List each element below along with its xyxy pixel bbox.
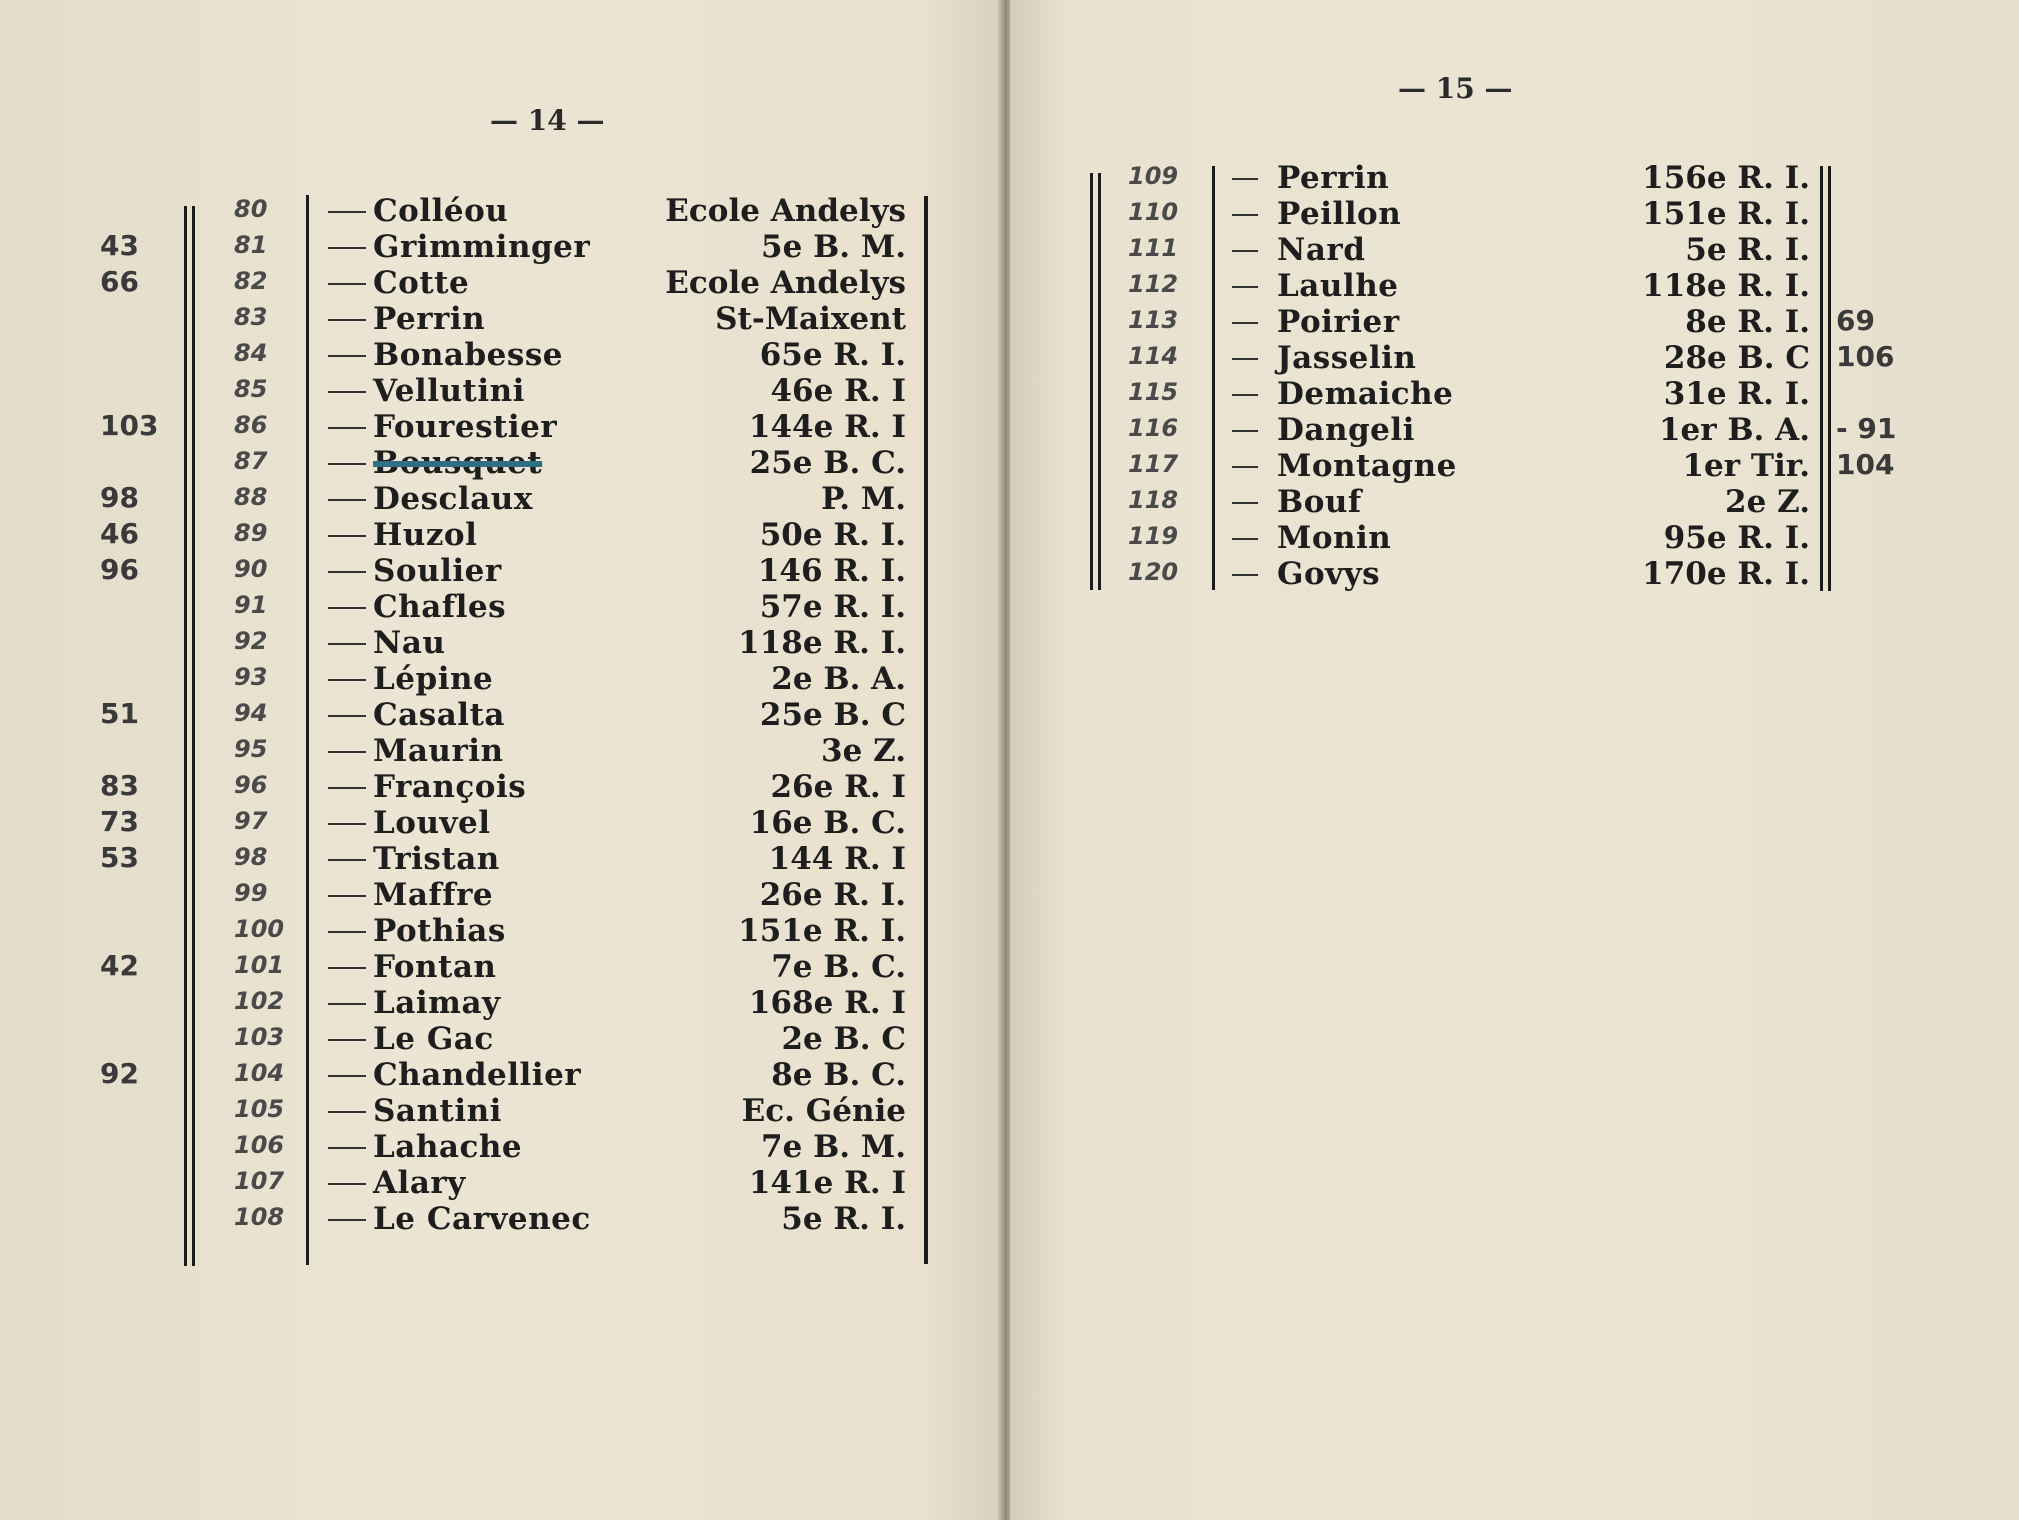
entry-name: Pothias <box>373 913 506 949</box>
entry-name: Demaiche <box>1277 376 1454 412</box>
dash-mark <box>328 283 366 285</box>
entry-name: Montagne <box>1277 448 1457 484</box>
entry-unit: 65e R. I. <box>759 337 906 373</box>
entry-row <box>0 589 1003 625</box>
entry-name: Perrin <box>373 301 486 337</box>
margin-note: 43 <box>100 229 139 262</box>
entry-row <box>1010 340 2019 376</box>
entry-name: Fontan <box>373 949 497 985</box>
sequence-number: 92 <box>234 627 268 655</box>
entry-row <box>1010 376 2019 412</box>
margin-note: 51 <box>100 697 139 730</box>
dash-mark <box>328 1003 366 1005</box>
dash-mark <box>328 859 366 861</box>
entry-row <box>0 301 1003 337</box>
sequence-number: 90 <box>234 555 268 583</box>
margin-note: 73 <box>100 805 139 838</box>
margin-note: 98 <box>100 481 139 514</box>
margin-note: 83 <box>100 769 139 802</box>
entry-unit: 118e R. I. <box>738 625 906 661</box>
sequence-number: 109 <box>1128 162 1179 190</box>
entry-row <box>1010 520 2019 556</box>
sequence-number: 99 <box>234 879 268 907</box>
dash-mark <box>328 1039 366 1041</box>
entry-name: Louvel <box>373 805 491 841</box>
entry-name: Le Gac <box>373 1021 494 1057</box>
entry-name: Bonabesse <box>373 337 564 373</box>
entry-unit: 1er B. A. <box>1658 412 1810 448</box>
entry-row <box>0 1165 1003 1201</box>
dash-mark <box>328 427 366 429</box>
sequence-number: 105 <box>234 1095 285 1123</box>
entry-unit: Ec. Génie <box>741 1093 906 1129</box>
sequence-number: 97 <box>234 807 268 835</box>
entry-row <box>1010 268 2019 304</box>
entry-unit: 3e Z. <box>821 733 906 769</box>
entry-row <box>0 1129 1003 1165</box>
entry-unit: 156e R. I. <box>1642 160 1810 196</box>
entry-unit: 151e R. I. <box>1642 196 1810 232</box>
entry-row <box>0 841 1003 877</box>
dash-mark <box>328 715 366 717</box>
entry-unit: P. M. <box>821 481 906 517</box>
entry-unit: 16e B. C. <box>749 805 906 841</box>
entry-row <box>1010 232 2019 268</box>
entry-unit: 25e B. C <box>759 697 906 733</box>
margin-note: 46 <box>100 517 139 550</box>
dash-mark <box>328 895 366 897</box>
dash-mark <box>1232 538 1258 540</box>
entry-name: Alary <box>373 1165 466 1201</box>
sequence-number: 120 <box>1128 558 1179 586</box>
entry-name: Bouf <box>1277 484 1362 520</box>
entry-row <box>0 1093 1003 1129</box>
sequence-number: 101 <box>234 951 285 979</box>
sequence-number: 98 <box>234 843 268 871</box>
sequence-number: 82 <box>234 267 268 295</box>
entry-row <box>0 949 1003 985</box>
dash-mark <box>1232 358 1258 360</box>
entry-row <box>1010 484 2019 520</box>
sequence-number: 113 <box>1128 306 1179 334</box>
entry-name: Nard <box>1277 232 1366 268</box>
margin-note: 53 <box>100 841 139 874</box>
entry-unit: 2e B. A. <box>771 661 906 697</box>
entry-row <box>0 877 1003 913</box>
entry-name: Monin <box>1277 520 1392 556</box>
margin-note: 42 <box>100 949 139 982</box>
dash-mark <box>1232 394 1258 396</box>
entry-row <box>0 193 1003 229</box>
entry-unit: 5e R. I. <box>781 1201 906 1237</box>
margin-note: 69 <box>1836 304 1875 337</box>
entry-name: Desclaux <box>373 481 533 517</box>
sequence-number: 118 <box>1128 486 1179 514</box>
sequence-number: 110 <box>1128 198 1179 226</box>
entry-unit: 7e B. M. <box>761 1129 906 1165</box>
entry-name: Nau <box>373 625 446 661</box>
entry-name: François <box>373 769 527 805</box>
dash-mark <box>328 751 366 753</box>
entry-name: Chandellier <box>373 1057 582 1093</box>
entry-name: Huzol <box>373 517 478 553</box>
entry-row <box>0 661 1003 697</box>
entry-unit: 28e B. C <box>1663 340 1810 376</box>
entry-unit: 5e R. I. <box>1685 232 1810 268</box>
page-number-15: — 15 — <box>1398 72 1513 105</box>
entry-row <box>0 337 1003 373</box>
sequence-number: 95 <box>234 735 268 763</box>
entry-name: Laimay <box>373 985 501 1021</box>
sequence-number: 86 <box>234 411 268 439</box>
entry-unit: 8e B. C. <box>771 1057 906 1093</box>
dash-mark <box>1232 574 1258 576</box>
dash-mark <box>1232 430 1258 432</box>
sequence-number: 81 <box>234 231 268 259</box>
dash-mark <box>1232 502 1258 504</box>
margin-note: 104 <box>1836 448 1895 481</box>
page-number-14: — 14 — <box>490 104 605 137</box>
entry-name: Tristan <box>373 841 500 877</box>
dash-mark <box>328 823 366 825</box>
dash-mark <box>328 499 366 501</box>
sequence-number: 107 <box>234 1167 285 1195</box>
sequence-number: 89 <box>234 519 268 547</box>
dash-mark <box>328 319 366 321</box>
dash-mark <box>328 607 366 609</box>
dash-mark <box>328 247 366 249</box>
entry-unit: Ecole Andelys <box>665 265 906 301</box>
entry-row <box>0 553 1003 589</box>
entry-name: Bousquet <box>373 445 543 481</box>
entry-unit: 26e R. I. <box>759 877 906 913</box>
entry-name: Vellutini <box>373 373 525 409</box>
entry-row <box>1010 556 2019 592</box>
entry-row <box>1010 412 2019 448</box>
entry-unit: St-Maixent <box>715 301 906 337</box>
entry-row <box>0 733 1003 769</box>
dash-mark <box>1232 322 1258 324</box>
dash-mark <box>328 679 366 681</box>
sequence-number: 108 <box>234 1203 285 1231</box>
entry-name: Maurin <box>373 733 504 769</box>
entry-unit: 5e B. M. <box>761 229 906 265</box>
entry-row <box>0 625 1003 661</box>
sequence-number: 104 <box>234 1059 285 1087</box>
dash-mark <box>1232 250 1258 252</box>
page-14 <box>0 0 1003 1520</box>
sequence-number: 103 <box>234 1023 285 1051</box>
dash-mark <box>1232 286 1258 288</box>
entry-unit: 8e R. I. <box>1685 304 1810 340</box>
margin-note: 92 <box>100 1057 139 1090</box>
entry-unit: 25e B. C. <box>749 445 906 481</box>
dash-mark <box>328 1183 366 1185</box>
dash-mark <box>328 535 366 537</box>
dash-mark <box>328 967 366 969</box>
entry-unit: Ecole Andelys <box>665 193 906 229</box>
dash-mark <box>1232 178 1258 180</box>
entry-name: Perrin <box>1277 160 1390 196</box>
entry-unit: 7e B. C. <box>771 949 906 985</box>
entry-row <box>0 985 1003 1021</box>
entry-unit: 2e Z. <box>1725 484 1810 520</box>
dash-mark <box>328 1075 366 1077</box>
entry-row <box>0 409 1003 445</box>
entry-name: Casalta <box>373 697 505 733</box>
entry-row <box>0 373 1003 409</box>
sequence-number: 115 <box>1128 378 1179 406</box>
entry-row <box>0 769 1003 805</box>
entry-name: Soulier <box>373 553 502 589</box>
entry-unit: 95e R. I. <box>1663 520 1810 556</box>
sequence-number: 100 <box>234 915 285 943</box>
entry-row <box>0 481 1003 517</box>
entry-unit: 57e R. I. <box>759 589 906 625</box>
entry-name: Lahache <box>373 1129 523 1165</box>
sequence-number: 80 <box>234 195 268 223</box>
entry-name: Chafles <box>373 589 507 625</box>
dash-mark <box>328 1147 366 1149</box>
dash-mark <box>328 643 366 645</box>
sequence-number: 114 <box>1128 342 1179 370</box>
entry-row <box>0 1021 1003 1057</box>
margin-note: 103 <box>100 409 159 442</box>
sequence-number: 84 <box>234 339 268 367</box>
sequence-number: 112 <box>1128 270 1179 298</box>
entry-name: Peillon <box>1277 196 1402 232</box>
entry-unit: 31e R. I. <box>1663 376 1810 412</box>
entry-unit: 144e R. I <box>748 409 906 445</box>
sequence-number: 93 <box>234 663 268 691</box>
entry-unit: 141e R. I <box>748 1165 906 1201</box>
sequence-number: 119 <box>1128 522 1179 550</box>
entry-name: Maffre <box>373 877 494 913</box>
sequence-number: 91 <box>234 591 268 619</box>
entry-name: Santini <box>373 1093 502 1129</box>
entry-unit: 144 R. I <box>768 841 906 877</box>
entry-row <box>0 1201 1003 1237</box>
entry-name: Govys <box>1277 556 1381 592</box>
sequence-number: 85 <box>234 375 268 403</box>
dash-mark <box>1232 214 1258 216</box>
entry-name: Cotte <box>373 265 470 301</box>
entry-name: Jasselin <box>1277 340 1417 376</box>
sequence-number: 96 <box>234 771 268 799</box>
sequence-number: 116 <box>1128 414 1179 442</box>
dash-mark <box>328 787 366 789</box>
sequence-number: 102 <box>234 987 285 1015</box>
entry-row <box>0 517 1003 553</box>
entry-row <box>0 913 1003 949</box>
entry-row <box>1010 448 2019 484</box>
sequence-number: 94 <box>234 699 268 727</box>
entry-name: Le Carvenec <box>373 1201 591 1237</box>
dash-mark <box>328 211 366 213</box>
entry-unit: 118e R. I. <box>1642 268 1810 304</box>
sequence-number: 111 <box>1128 234 1179 262</box>
entry-unit: 46e R. I <box>770 373 906 409</box>
sequence-number: 83 <box>234 303 268 331</box>
dash-mark <box>328 1111 366 1113</box>
entry-row <box>0 265 1003 301</box>
entry-unit: 2e B. C <box>781 1021 906 1057</box>
sequence-number: 88 <box>234 483 268 511</box>
margin-note: 106 <box>1836 340 1895 373</box>
entry-unit: 50e R. I. <box>759 517 906 553</box>
sequence-number: 87 <box>234 447 268 475</box>
entry-unit: 170e R. I. <box>1642 556 1810 592</box>
entry-unit: 168e R. I <box>748 985 906 1021</box>
entry-unit: 26e R. I <box>770 769 906 805</box>
dash-mark <box>328 463 366 465</box>
dash-mark <box>328 571 366 573</box>
entry-row <box>0 1057 1003 1093</box>
entry-row <box>0 445 1003 481</box>
entry-row <box>1010 160 2019 196</box>
sequence-number: 117 <box>1128 450 1179 478</box>
margin-note: 96 <box>100 553 139 586</box>
entry-row <box>0 805 1003 841</box>
entry-unit: 151e R. I. <box>738 913 906 949</box>
dash-mark <box>328 355 366 357</box>
sequence-number: 106 <box>234 1131 285 1159</box>
entry-name: Dangeli <box>1277 412 1415 448</box>
dash-mark <box>328 1219 366 1221</box>
entry-name: Laulhe <box>1277 268 1399 304</box>
margin-note: 66 <box>100 265 139 298</box>
entry-unit: 1er Tir. <box>1682 448 1810 484</box>
entry-name: Colléou <box>373 193 509 229</box>
entry-row <box>0 229 1003 265</box>
entry-name: Grimminger <box>373 229 591 265</box>
dash-mark <box>328 391 366 393</box>
entry-unit: 146 R. I. <box>757 553 906 589</box>
entry-name: Poirier <box>1277 304 1400 340</box>
margin-note: - 91 <box>1836 412 1897 445</box>
entry-row <box>1010 196 2019 232</box>
dash-mark <box>328 931 366 933</box>
entry-row <box>0 697 1003 733</box>
entry-row <box>1010 304 2019 340</box>
entry-name: Lépine <box>373 661 494 697</box>
page-15 <box>1010 0 2019 1520</box>
entry-name: Fourestier <box>373 409 558 445</box>
dash-mark <box>1232 466 1258 468</box>
